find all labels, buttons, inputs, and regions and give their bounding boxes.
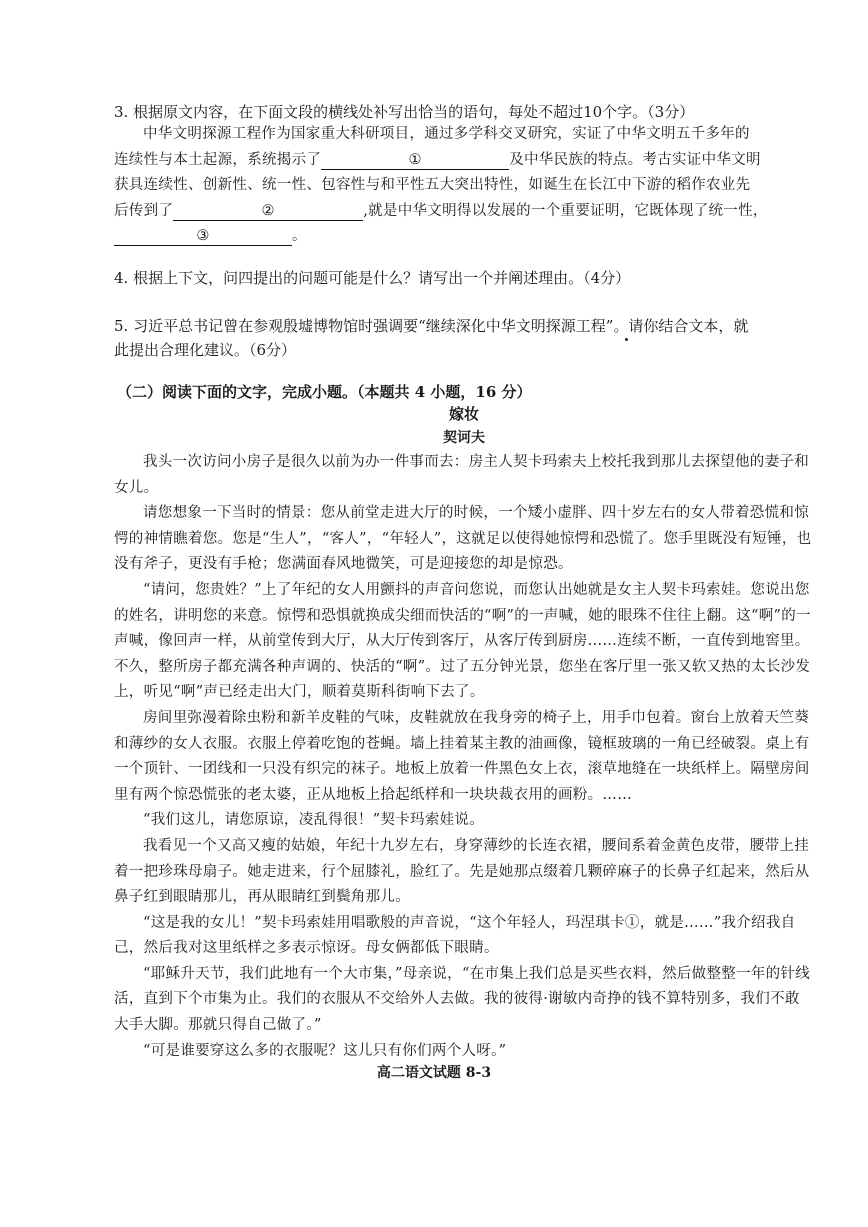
question-3-title: 3. 根据原文内容，在下面文段的横线处补写出恰当的语句，每处不超过10个字。（3分）	[114, 103, 695, 121]
story-body	[114, 450, 814, 1064]
question-5-line-1: 5. 习近平总书记曾在参观殷墟博物馆时强调要“继续深化中华文明探源工程”。请你结合文本，就	[114, 317, 749, 335]
question-3-passage	[114, 122, 814, 250]
q3-line-5b: 。	[292, 228, 307, 245]
q3-line-2a: 连续性与本土起源，系统揭示了	[114, 151, 322, 168]
page-footer: 高二语文试题 8-3	[376, 1065, 492, 1081]
story-author: 契诃夫	[443, 430, 485, 446]
answer-blank-2[interactable]: ②	[173, 202, 363, 221]
q3-line-2	[114, 148, 814, 174]
story-paragraph: 我头一次访问小房子是很久以前为办一件事而去：房主人契卡玛索夫上校托我到那儿去探望他的妻子和女儿。	[114, 454, 809, 496]
q3-line-2b: 及中华民族的特点。考古实证中华文明	[509, 151, 761, 168]
question-4: 4. 根据上下文，问四提出的问题可能是什么？请写出一个并阐述理由。（4分）	[114, 269, 631, 287]
story-title: 嫁妆	[448, 405, 479, 423]
answer-blank-3[interactable]: ③	[114, 227, 292, 246]
story-paragraph: “我们这儿，请您原谅，凌乱得很！”契卡玛索娃说。	[143, 812, 485, 829]
section-header: （二）阅读下面的文字，完成小题。（本题共 4 小题，16 分）	[117, 383, 532, 401]
q3-line-4a: 后传到了	[114, 202, 174, 219]
q3-line-3: 获具连续性、创新性、统一性、包容性与和平性五大突出特性，如诞生在长江中下游的稻作农业先	[114, 177, 751, 194]
story-paragraph: “请问，您贵姓？”上了年纪的女人用颤抖的声音问您说，而您认出她就是女主人契卡玛索娃。您说出您的姓名，讲明您的来意。惊愕和恐惧就换成尖细而快活的“啊”的一声喊，她的眼珠不住往上翻。这“啊”的一声喊，像回声一样，从前堂传到大厅，从大厅传到客厅，从客厅传到厨房……连续不断，一直传到地窖里。不久，整所房子都充满各种声调的、快活的“啊”。过了五分钟光景，您坐在客厅里一张又软又热的太长沙发上，听见“啊”声已经走出大门，顺着莫斯科街响下去了。	[114, 581, 811, 701]
q3-line-4	[114, 199, 814, 225]
story-paragraph: 请您想象一下当时的情景：您从前堂走进大厅的时候，一个矮小虚胖、四十岁左右的女人带着恐慌和惊愕的神情瞧着您。您是“生人”，“客人”，“年轻人”，这就足以使得她惊愕和恐慌了。您手里既没有短锤，也没有斧子，更没有手枪；您满面春风地微笑，可是迎接您的却是惊恐。	[114, 505, 812, 573]
q3-line-5	[114, 224, 814, 250]
question-3	[114, 100, 814, 124]
story-paragraph: 房间里弥漫着除虫粉和新羊皮鞋的气味，皮鞋就放在我身旁的椅子上，用手巾包着。窗台上放着天竺葵和薄纱的女人衣服。衣服上停着吃饱的苍蝇。墙上挂着某主教的油画像，镜框玻璃的一角已经破裂。桌上有一个顶针、一团线和一只没有织完的袜子。地板上放着一件黑色女上衣，滚草地缝在一块纸样上。隔壁房间里有两个惊恐慌张的老太婆，正从地板上拾起纸样和一块块裁衣用的画粉。……	[114, 709, 810, 803]
q3-line-1: 中华文明探源工程作为国家重大科研项目，通过多学科交叉研究，实证了中华文明五千多年的	[143, 126, 750, 142]
question-5-line-2: 此提出合理化建议。（6分）	[114, 341, 297, 359]
question-5	[114, 314, 814, 362]
story-paragraph: “耶稣升天节，我们此地有一个大市集，”母亲说，“在市集上我们总是买些衣料，然后做整整一年的针线活，直到下个市集为止。我们的衣服从不交给外人去做。我的彼得·谢敏内奇挣的钱不算特别多，我们不敢大手大脚。那就只得自己做了。”	[114, 965, 811, 1034]
story-paragraph: “可是谁要穿这么多的衣服呢？这儿只有你们两个人呀。”	[143, 1042, 507, 1059]
answer-blank-1[interactable]: ①	[321, 151, 509, 170]
stray-mark	[625, 338, 628, 341]
story-paragraph: 我看见一个又高又瘦的姑娘，年纪十九岁左右，身穿薄纱的长连衣裙，腰间系着金黄色皮带，腰带上挂着一把珍珠母扇子。她走进来，行个屈膝礼，脸红了。先是她那点缀着几颗碎麻子的长鼻子红起来，然后从鼻子红到眼睛那儿，再从眼睛红到鬓角那儿。	[114, 837, 810, 906]
story-paragraph: “这是我的女儿！”契卡玛索娃用唱歌般的声音说，“这个年轻人，玛涅琪卡①，就是……”我介绍我自己，然后我对这里纸样之多表示惊讶。母女俩都低下眼睛。	[114, 914, 796, 957]
q3-line-4b: ,就是中华文明得以发展的一个重要证明，它既体现了统一性，	[363, 202, 768, 219]
